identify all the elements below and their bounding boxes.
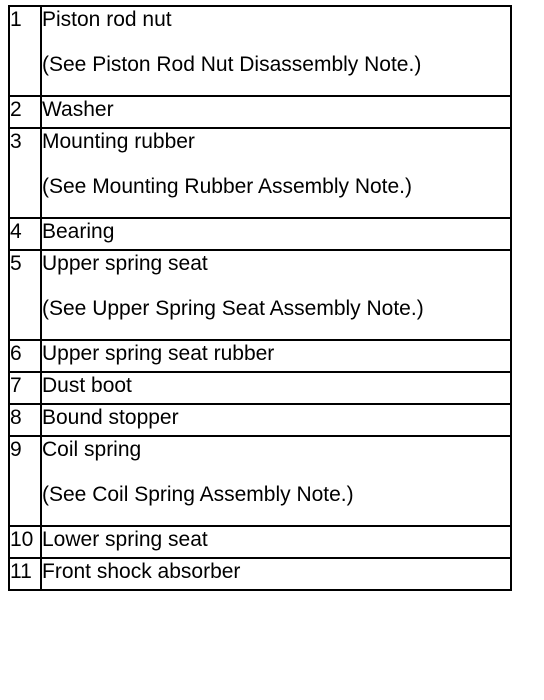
- part-name: Dust boot: [42, 374, 132, 397]
- part-name: Upper spring seat: [42, 252, 208, 275]
- part-number: 8: [9, 404, 41, 436]
- part-note: (See Coil Spring Assembly Note.): [42, 483, 354, 506]
- table-row: [9, 436, 511, 526]
- table-row: [9, 340, 511, 372]
- part-description: [41, 96, 511, 128]
- table-row: [9, 6, 511, 96]
- part-name: Bound stopper: [42, 406, 179, 429]
- part-name: Upper spring seat rubber: [42, 342, 275, 365]
- part-note: (See Upper Spring Seat Assembly Note.): [42, 297, 424, 320]
- part-note: (See Mounting Rubber Assembly Note.): [42, 175, 413, 198]
- part-name: Piston rod nut: [42, 8, 172, 31]
- part-description: [41, 128, 511, 218]
- part-name: Coil spring: [42, 438, 142, 461]
- part-description: [41, 558, 511, 590]
- table-row: [9, 372, 511, 404]
- part-name: Bearing: [42, 220, 115, 243]
- table-row: [9, 250, 511, 340]
- part-description: [41, 526, 511, 558]
- part-number: 2: [9, 96, 41, 128]
- part-description: [41, 340, 511, 372]
- table-row: [9, 558, 511, 590]
- table-row: [9, 96, 511, 128]
- part-name: Front shock absorber: [42, 560, 241, 583]
- part-name: Lower spring seat: [42, 528, 208, 551]
- part-description: [41, 372, 511, 404]
- part-description: [41, 436, 511, 526]
- part-number: 5: [9, 250, 41, 340]
- part-description: [41, 404, 511, 436]
- part-number: 6: [9, 340, 41, 372]
- part-number: 4: [9, 218, 41, 250]
- part-name: Washer: [42, 98, 114, 121]
- part-number: 9: [9, 436, 41, 526]
- part-number: 10: [9, 526, 41, 558]
- table-row: [9, 526, 511, 558]
- part-number: 7: [9, 372, 41, 404]
- part-description: [41, 218, 511, 250]
- part-note: (See Piston Rod Nut Disassembly Note.): [42, 53, 422, 76]
- table-row: [9, 404, 511, 436]
- part-number: 3: [9, 128, 41, 218]
- part-description: [41, 6, 511, 96]
- part-description: [41, 250, 511, 340]
- part-number: 11: [9, 558, 41, 590]
- part-number: 1: [9, 6, 41, 96]
- parts-table: [8, 5, 512, 591]
- part-name: Mounting rubber: [42, 130, 195, 153]
- table-row: [9, 218, 511, 250]
- table-row: [9, 128, 511, 218]
